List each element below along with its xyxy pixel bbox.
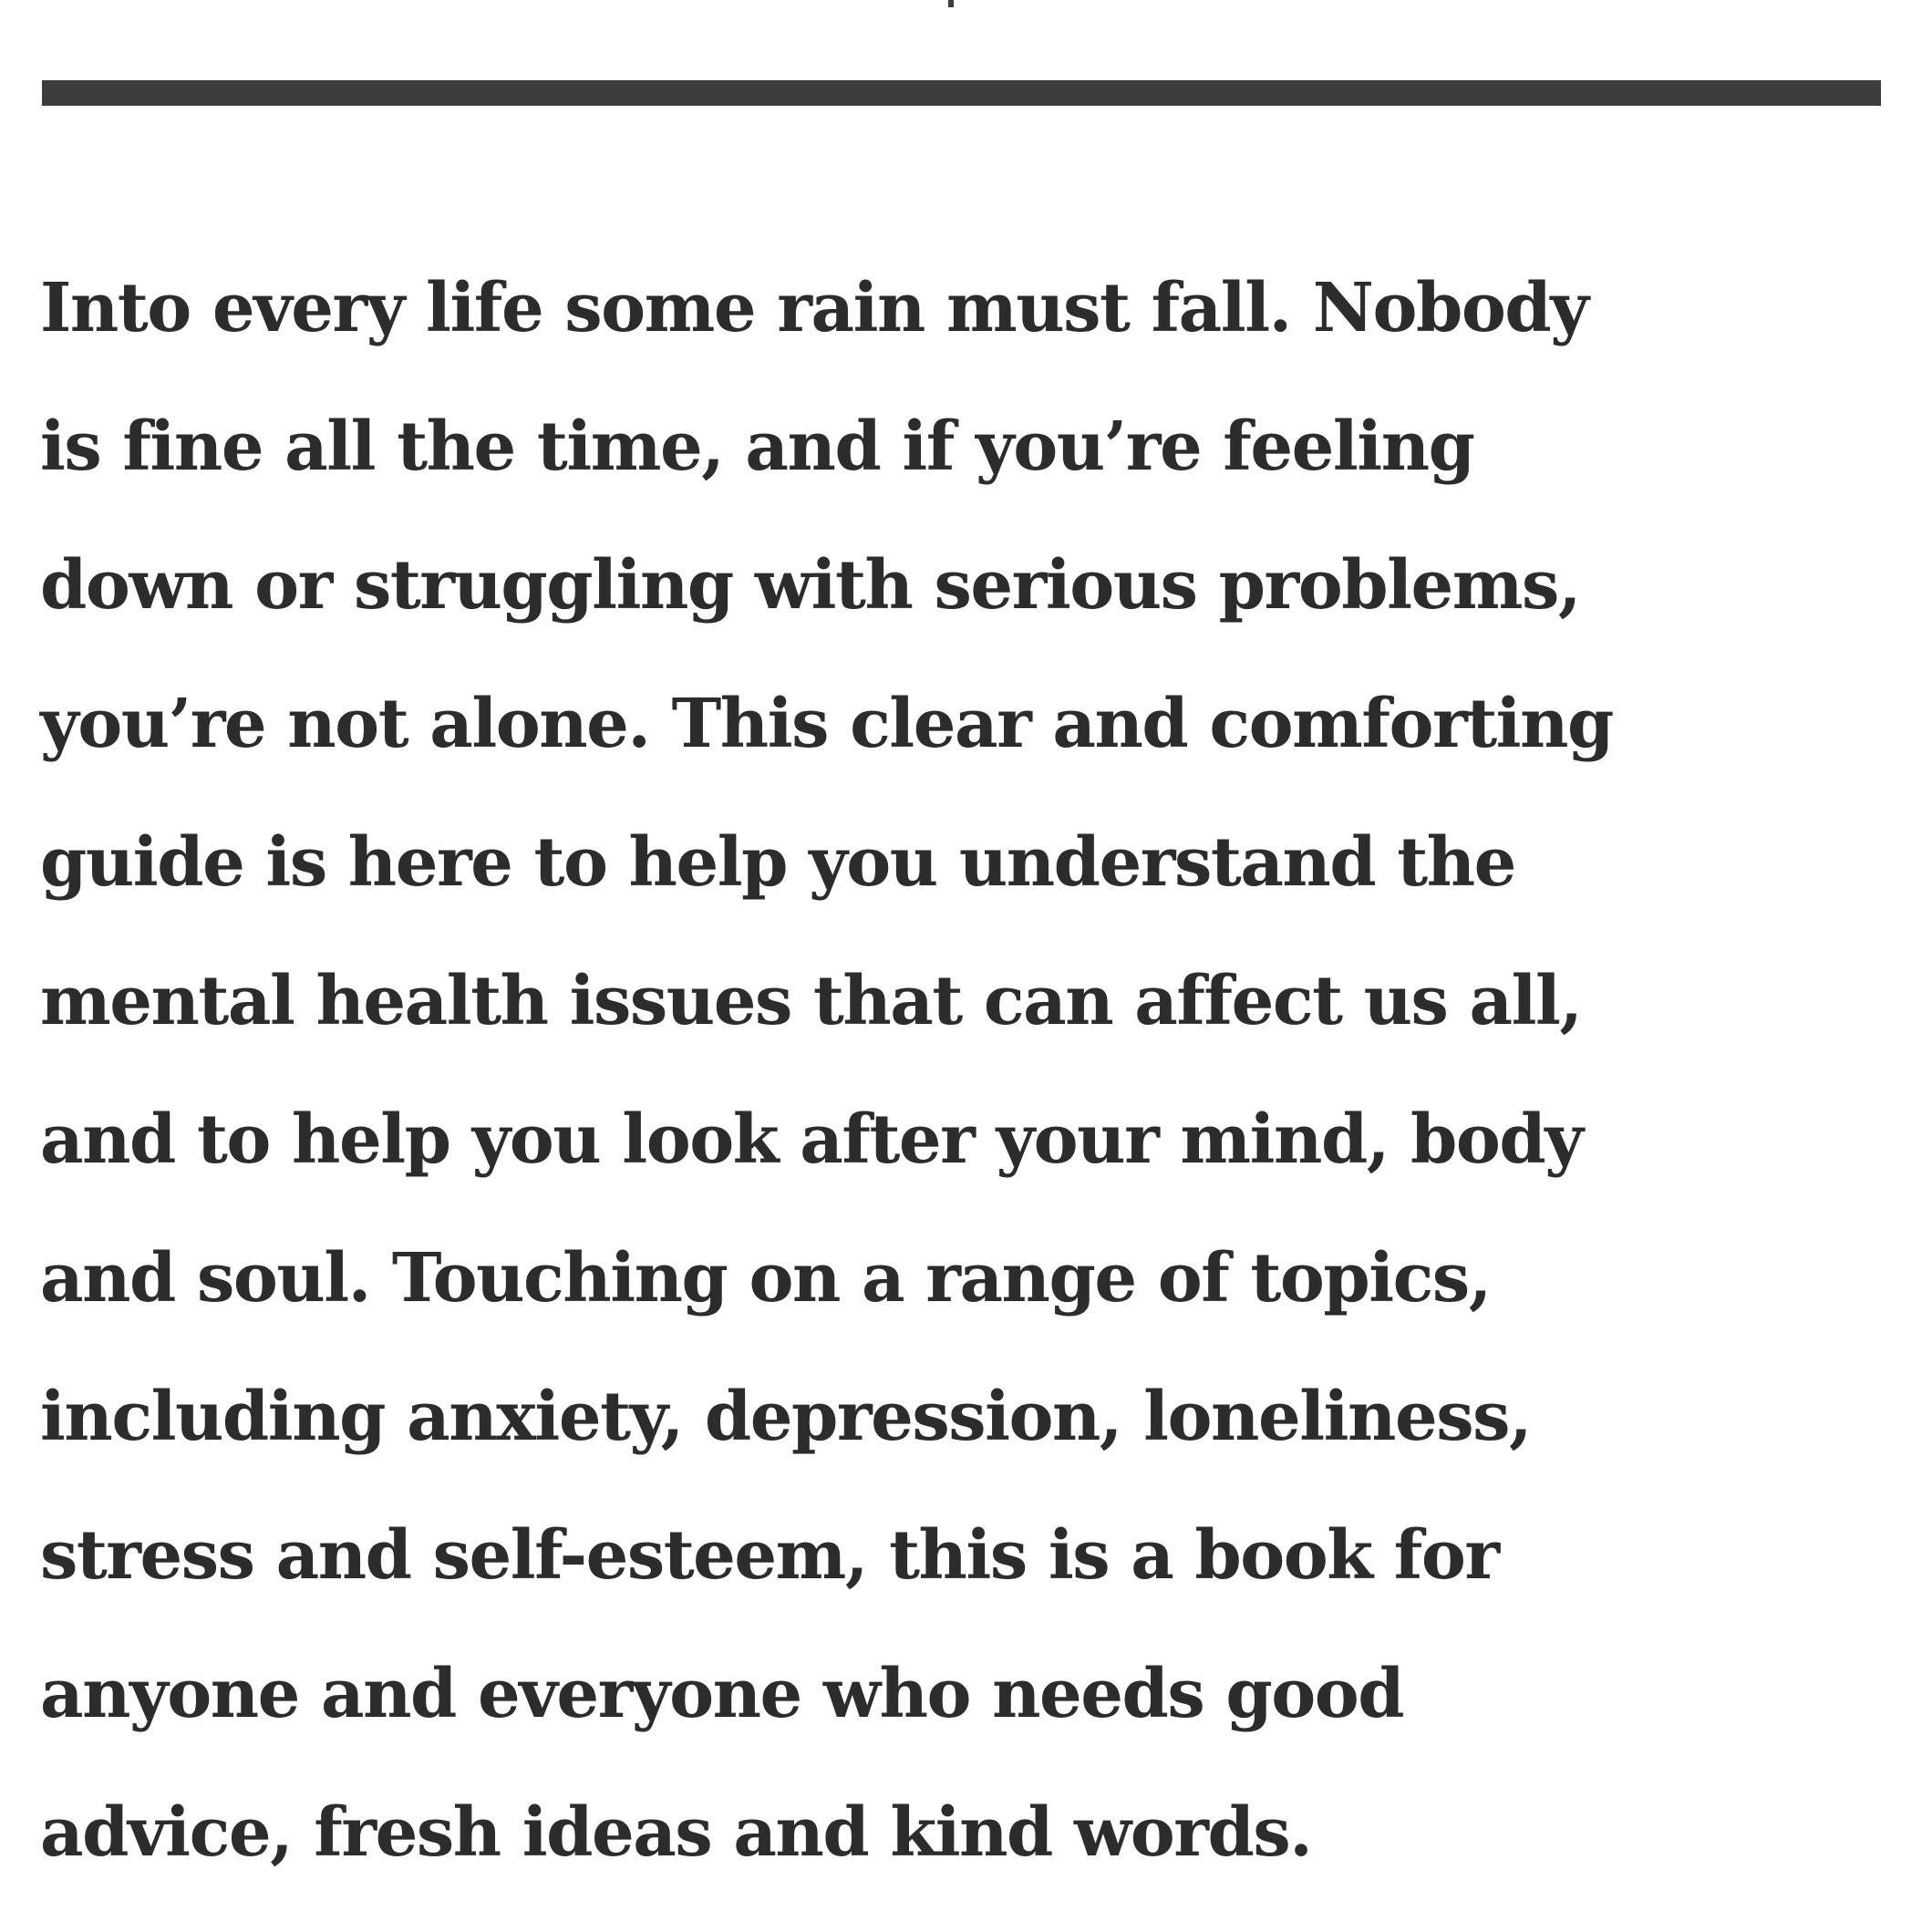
- blurb-line: including anxiety, depression, loneliness,: [40, 1378, 1532, 1456]
- blurb-line: Into every life some rain must fall. Nobody: [40, 269, 1588, 347]
- blurb-line: you’re not alone. This clear and comforting: [40, 685, 1613, 763]
- blurb-paragraph: [40, 239, 1918, 1902]
- blurb-line: mental health issues that can affect us all,: [40, 962, 1582, 1040]
- blurb-line: is fine all the time, and if you’re feeling: [40, 408, 1474, 486]
- blurb-line: and to help you look after your mind, body: [40, 1100, 1583, 1179]
- top-ornament-fragment: [948, 0, 954, 7]
- blurb-line: down or struggling with serious problems,: [40, 546, 1580, 625]
- blurb-line: advice, fresh ideas and kind words.: [40, 1793, 1312, 1872]
- blurb-line: anyone and everyone who needs good: [40, 1655, 1404, 1733]
- horizontal-rule: [42, 80, 1881, 106]
- blurb-line: stress and self-esteem, this is a book for: [40, 1516, 1499, 1595]
- blurb-line: guide is here to help you understand the: [40, 823, 1515, 902]
- blurb-line: and soul. Touching on a range of topics,: [40, 1239, 1491, 1317]
